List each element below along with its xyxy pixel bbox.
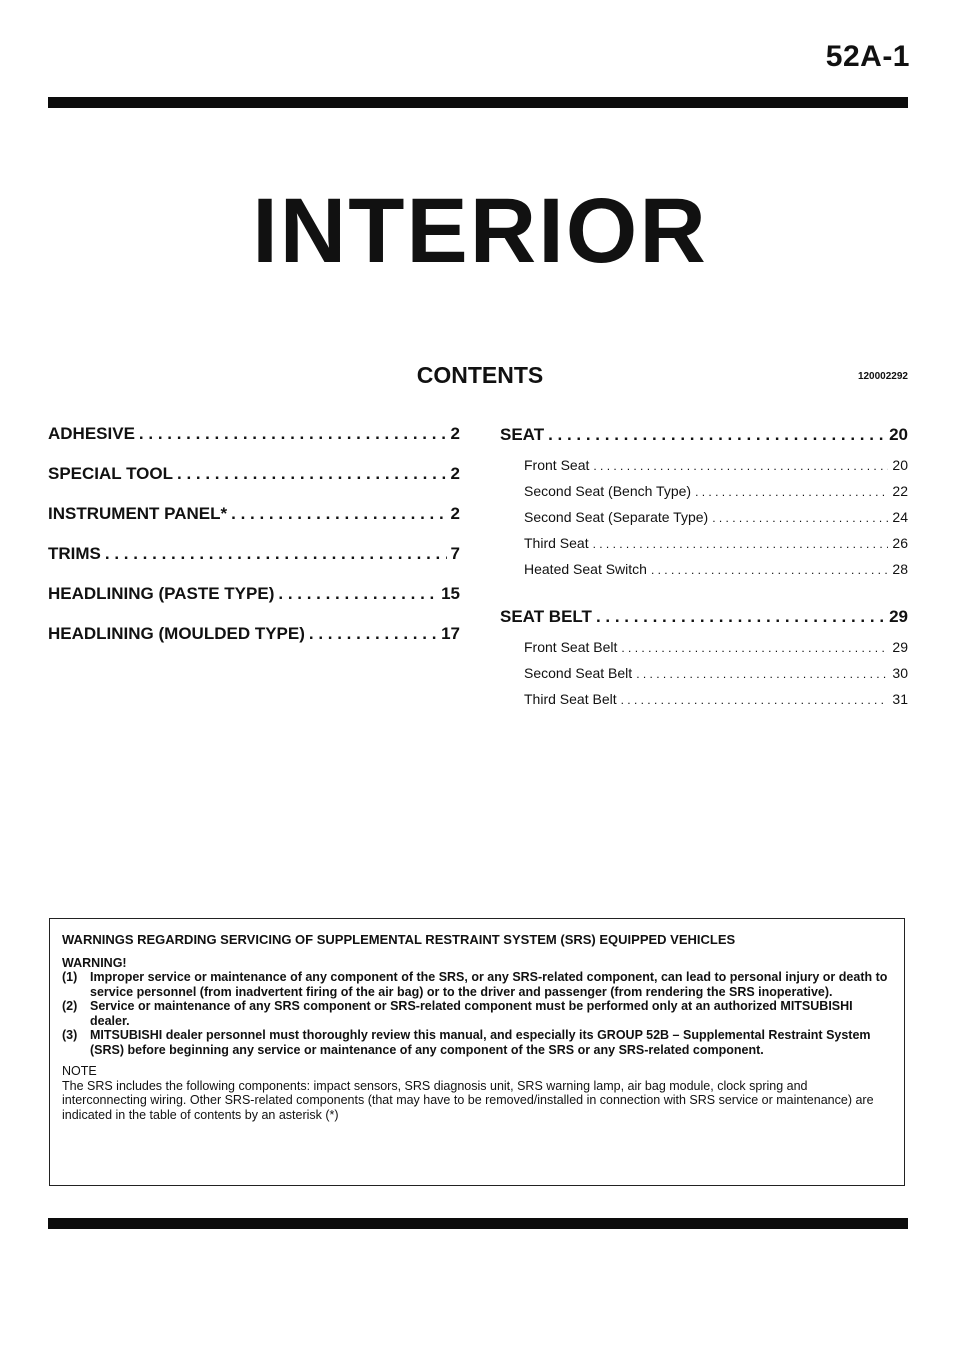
toc-page: 17 xyxy=(441,624,460,643)
toc-entry-heated-seat-switch[interactable] xyxy=(500,556,908,582)
toc-page: 7 xyxy=(450,544,460,563)
toc-page: 31 xyxy=(892,691,908,707)
toc-page: 26 xyxy=(892,535,908,551)
warning-item-text: Service or maintenance of any SRS component or SRS-related component must be performed only at an authorized MITSUBISHI dealer. xyxy=(90,999,853,1028)
toc-right-column xyxy=(500,418,908,712)
warning-item xyxy=(62,1028,892,1057)
toc-label: Front Seat xyxy=(524,457,590,473)
toc-entry-third-seat[interactable] xyxy=(500,530,908,556)
page-number: 52A-1 xyxy=(825,40,910,73)
toc-label: HEADLINING (PASTE TYPE) xyxy=(48,584,275,603)
warning-list xyxy=(62,970,892,1057)
warning-item-number: (1) xyxy=(62,970,78,984)
toc-leader-dots xyxy=(548,418,885,452)
toc-leader-dots xyxy=(593,531,889,556)
toc-entry-second-seat-belt[interactable] xyxy=(500,660,908,686)
warning-title: WARNINGS REGARDING SERVICING OF SUPPLEMENTAL RESTRAINT SYSTEM (SRS) EQUIPPED VEHICLES xyxy=(62,932,736,947)
warning-item-number: (3) xyxy=(62,1028,78,1042)
toc-label: Second Seat Belt xyxy=(524,665,633,681)
toc-page: 2 xyxy=(450,424,460,443)
toc-label: Second Seat (Bench Type) xyxy=(524,483,692,499)
toc-entry-seat[interactable] xyxy=(500,418,908,452)
toc-entry-special-tool[interactable] xyxy=(48,458,460,498)
note-text: The SRS includes the following components: impact sensors, SRS diagnosis unit, SRS warning lamp, air bag module, clock spring and interconnecting wiring. Other SRS-related components (that may have to be removed/installed in connection with SRS service or maintenance) are indicated in the table of contents by an asterisk (*) xyxy=(62,1078,874,1122)
toc-label: ADHESIVE xyxy=(48,424,135,443)
page-title: INTERIOR xyxy=(252,180,708,282)
contents-heading: CONTENTS xyxy=(416,362,544,388)
toc-entry-trims[interactable] xyxy=(48,538,460,578)
toc-label: Front Seat Belt xyxy=(524,639,618,655)
top-rule xyxy=(48,97,908,108)
toc-leader-dots xyxy=(593,453,888,478)
toc-label: Third Seat Belt xyxy=(524,691,617,707)
warning-subtitle: WARNING! xyxy=(62,955,127,970)
note-heading: NOTE xyxy=(62,1064,97,1078)
toc-leader-dots xyxy=(621,687,889,712)
toc-leader-dots xyxy=(596,600,885,634)
toc-page: 24 xyxy=(892,509,908,525)
toc-entry-second-seat-separate[interactable] xyxy=(500,504,908,530)
toc-entry-adhesive[interactable] xyxy=(48,418,460,458)
toc-leader-dots xyxy=(139,418,447,450)
toc-leader-dots xyxy=(695,479,888,504)
toc-entry-second-seat-bench[interactable] xyxy=(500,478,908,504)
toc-page: 20 xyxy=(892,457,908,473)
toc-entry-front-seat[interactable] xyxy=(500,452,908,478)
toc-leader-dots xyxy=(278,578,437,610)
warning-item-number: (2) xyxy=(62,999,78,1013)
document-code: 120002292 xyxy=(857,371,908,382)
toc-entry-seat-belt[interactable] xyxy=(500,600,908,634)
toc-left-column xyxy=(48,418,460,658)
toc-label: INSTRUMENT PANEL* xyxy=(48,504,228,523)
toc-page: 29 xyxy=(892,639,908,655)
toc-entry-headlining-moulded[interactable] xyxy=(48,618,460,658)
toc-label: Second Seat (Separate Type) xyxy=(524,509,709,525)
toc-leader-dots xyxy=(105,538,447,570)
toc-leader-dots xyxy=(231,498,446,530)
warning-item xyxy=(62,970,892,999)
warning-item xyxy=(62,999,892,1028)
toc-leader-dots xyxy=(651,557,888,582)
toc-leader-dots xyxy=(621,635,888,660)
toc-page: 15 xyxy=(441,584,460,603)
toc-label: HEADLINING (MOULDED TYPE) xyxy=(48,624,305,643)
toc-label: Third Seat xyxy=(524,535,589,551)
toc-entry-instrument-panel[interactable] xyxy=(48,498,460,538)
toc-entry-headlining-paste[interactable] xyxy=(48,578,460,618)
toc-page: 20 xyxy=(889,425,908,444)
toc-leader-dots xyxy=(177,458,447,490)
srs-warning-box xyxy=(49,918,905,1186)
toc-label: SEAT BELT xyxy=(500,607,592,626)
toc-page: 2 xyxy=(450,504,460,523)
warning-item-text: Improper service or maintenance of any component of the SRS, or any SRS-related component, can lead to personal injury or death to service personnel (from inadvertent firing of the air bag) or to the driver and passenger (from rendering the SRS inoperative). xyxy=(90,970,888,999)
warning-item-text: MITSUBISHI dealer personnel must thoroughly review this manual, and especially its GROUP 52B – Supplemental Restraint System (SRS) before beginning any service or maintenance of any component of the SRS or any SRS-related component. xyxy=(90,1028,871,1057)
toc-entry-front-seat-belt[interactable] xyxy=(500,634,908,660)
toc-leader-dots xyxy=(309,618,437,650)
toc-leader-dots xyxy=(712,505,888,530)
toc-leader-dots xyxy=(636,661,888,686)
toc-page: 22 xyxy=(892,483,908,499)
toc-page: 2 xyxy=(450,464,460,483)
toc-label: Heated Seat Switch xyxy=(524,561,647,577)
toc-label: SPECIAL TOOL xyxy=(48,464,174,483)
toc-label: TRIMS xyxy=(48,544,101,563)
toc-page: 30 xyxy=(892,665,908,681)
toc-entry-third-seat-belt[interactable] xyxy=(500,686,908,712)
toc-label: SEAT xyxy=(500,425,545,444)
bottom-rule xyxy=(48,1218,908,1229)
toc-page: 29 xyxy=(889,607,908,626)
toc-page: 28 xyxy=(892,561,908,577)
